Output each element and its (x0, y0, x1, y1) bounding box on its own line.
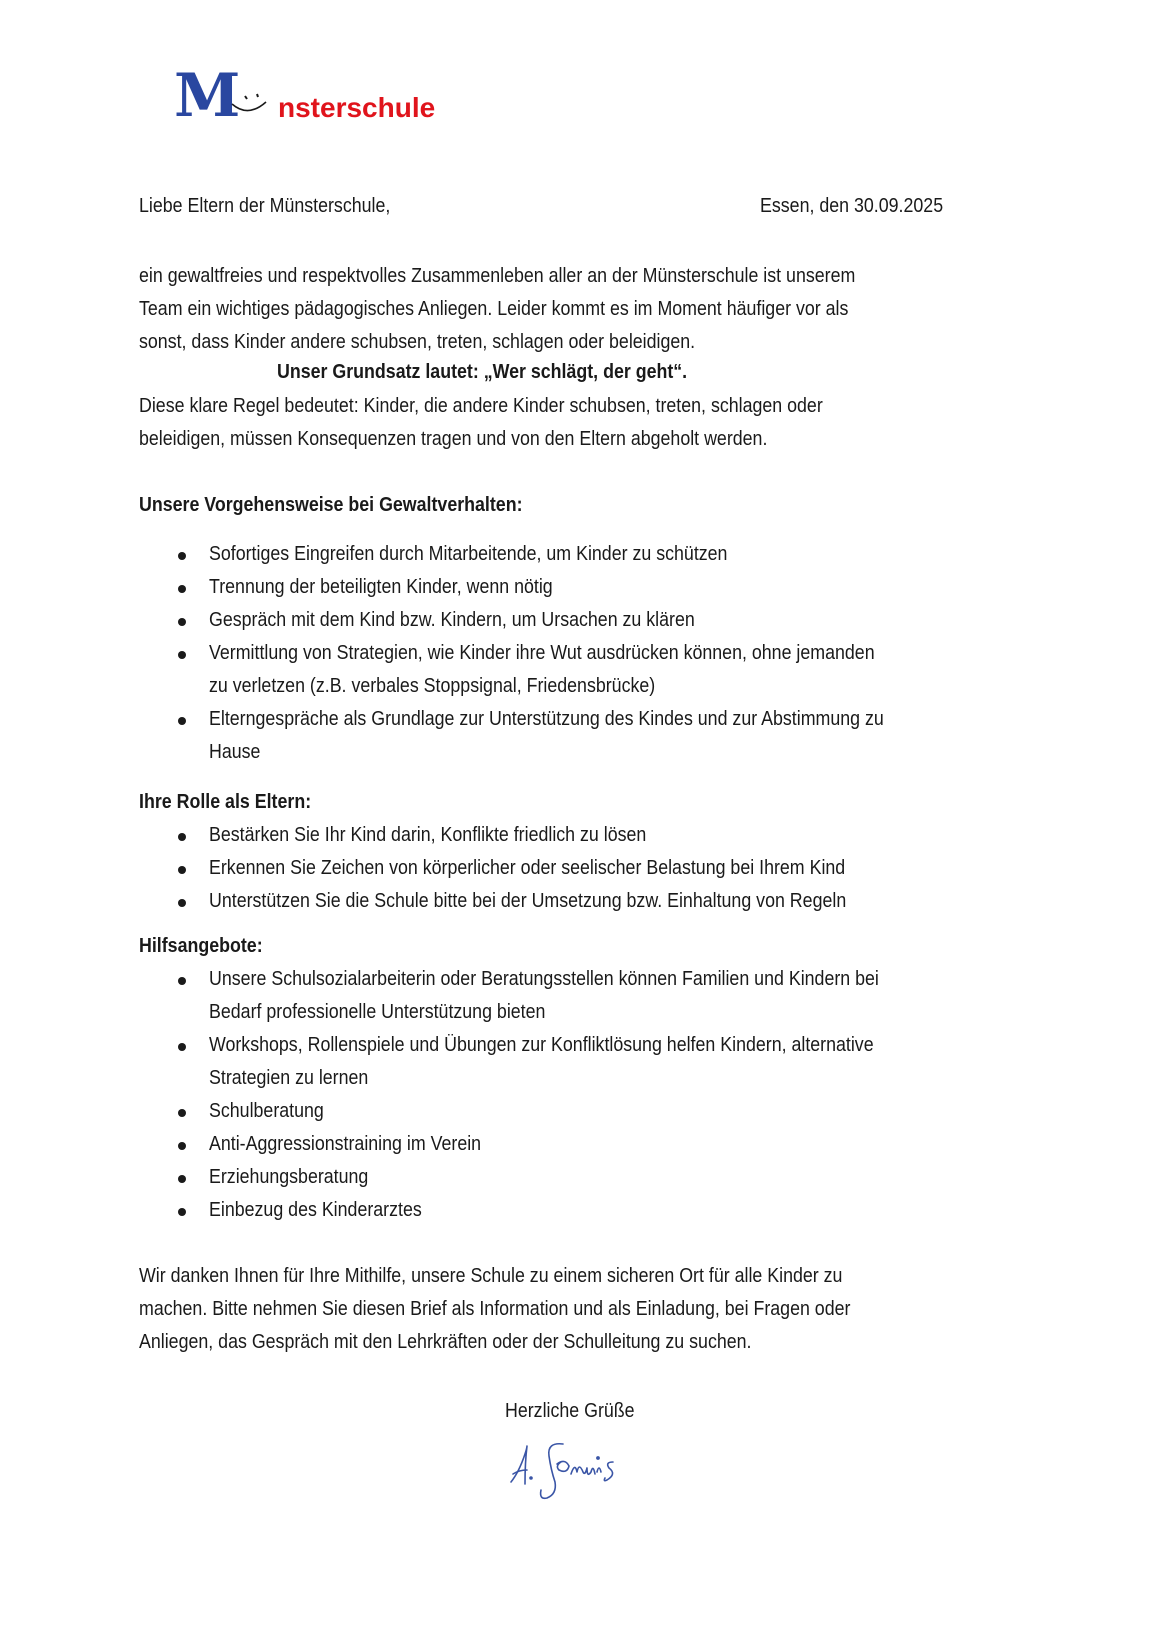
list-item-text: Anti-Aggressionstraining im Verein (209, 1133, 482, 1155)
bullet-icon (178, 552, 186, 560)
list-item (209, 1029, 956, 1095)
bullet-icon (178, 1043, 186, 1051)
salutation: Liebe Eltern der Münsterschule, (139, 195, 391, 217)
list-item (209, 963, 962, 1029)
list-item-text: Hause (209, 741, 261, 763)
list-item (209, 1128, 515, 1161)
bullet-icon (178, 1142, 186, 1150)
list-item-text: Sofortiges Eingreifen durch Mitarbeitende, um Kinder zu schützen (209, 543, 728, 565)
section-heading-procedure: Unsere Vorgehensweise bei Gewaltverhalten: (139, 494, 523, 516)
list-item-text: Erkennen Sie Zeichen von körperlicher oder seelischer Belastung bei Ihrem Kind (209, 857, 846, 879)
bullet-icon (178, 833, 186, 841)
rule-paragraph (139, 390, 907, 456)
intro-line: sonst, dass Kinder andere schubsen, treten, schlagen oder beleidigen. (139, 331, 696, 353)
list-item-text: Unterstützen Sie die Schule bitte bei der Umsetzung bzw. Einhaltung von Regeln (209, 890, 847, 912)
list-item-text: Einbezug des Kinderarztes (209, 1199, 422, 1221)
list-item (209, 604, 755, 637)
list-item (209, 1095, 338, 1128)
list-item (209, 885, 925, 918)
list-item-text: Schulberatung (209, 1100, 324, 1122)
intro-paragraph (139, 260, 944, 359)
list-item (209, 1194, 448, 1227)
bullet-icon (178, 585, 186, 593)
list-item (209, 852, 924, 885)
list-item (209, 819, 700, 852)
section-heading-parents-role: Ihre Rolle als Eltern: (139, 791, 312, 813)
list-item-text: Workshops, Rollenspiele und Übungen zur Konfliktlösung helfen Kindern, alternative (209, 1034, 874, 1056)
list-item (209, 637, 957, 703)
bullet-icon (178, 1175, 186, 1183)
list-item-text: Strategien zu lernen (209, 1067, 369, 1089)
list-item (209, 571, 595, 604)
list-item-text: Unsere Schulsozialarbeiterin oder Beratungsstellen können Familien und Kindern bei (209, 968, 879, 990)
closing-line: machen. Bitte nehmen Sie diesen Brief als Information und als Einladung, bei Fragen oder (139, 1298, 851, 1320)
list-item-text: Trennung der beteiligten Kinder, wenn nötig (209, 576, 553, 598)
closing-line: Anliegen, das Gespräch mit den Lehrkräften oder der Schulleitung zu suchen. (139, 1331, 752, 1353)
logo-initial: M (174, 61, 239, 131)
greeting: Herzliche Grüße (505, 1400, 635, 1422)
motto: Unser Grundsatz lautet: „Wer schlägt, der geht“. (277, 361, 688, 383)
bullet-icon (178, 717, 186, 725)
list-item (209, 1161, 388, 1194)
closing-line: Wir danken Ihnen für Ihre Mithilfe, unsere Schule zu einem sicheren Ort für alle Kinder zu (139, 1265, 843, 1287)
section-heading-help-offers: Hilfsangebote: (139, 935, 263, 957)
list-item-text: Bestärken Sie Ihr Kind darin, Konflikte friedlich zu lösen (209, 824, 647, 846)
list-item-text: Elterngespräche als Grundlage zur Unterstützung des Kindes und zur Abstimmung zu (209, 708, 884, 730)
bullet-icon (178, 618, 186, 626)
school-logo (172, 61, 472, 132)
smiley-face-icon (230, 88, 270, 118)
logo-school-name: nsterschule (278, 92, 436, 123)
letter-date: Essen, den 30.09.2025 (760, 195, 944, 217)
bullet-icon (178, 1109, 186, 1117)
intro-line: Team ein wichtiges pädagogisches Anliegen. Leider kommt es im Moment häufiger vor als (139, 298, 849, 320)
bullet-icon (178, 651, 186, 659)
bullet-icon (178, 977, 186, 985)
closing-paragraph (139, 1260, 938, 1359)
list-item-text: Erziehungsberatung (209, 1166, 369, 1188)
rule-line: beleidigen, müssen Konsequenzen tragen und von den Eltern abgeholt werden. (139, 428, 768, 450)
list-item (209, 538, 792, 571)
list-item-text: Bedarf professionelle Unterstützung bieten (209, 1001, 546, 1023)
list-item-text: Gespräch mit dem Kind bzw. Kindern, um Ursachen zu klären (209, 609, 695, 631)
list-item-text: zu verletzen (z.B. verbales Stoppsignal, Friedensbrücke) (209, 675, 656, 697)
bullet-icon (178, 1208, 186, 1216)
list-item (209, 703, 967, 769)
bullet-icon (178, 866, 186, 874)
bullet-icon (178, 899, 186, 907)
list-item-text: Vermittlung von Strategien, wie Kinder ihre Wut ausdrücken können, ohne jemanden (209, 642, 875, 664)
rule-line: Diese klare Regel bedeutet: Kinder, die andere Kinder schubsen, treten, schlagen oder (139, 395, 823, 417)
handwritten-signature-icon (505, 1432, 665, 1512)
intro-line: ein gewaltfreies und respektvolles Zusammenleben aller an der Münsterschule ist unserem (139, 265, 856, 287)
